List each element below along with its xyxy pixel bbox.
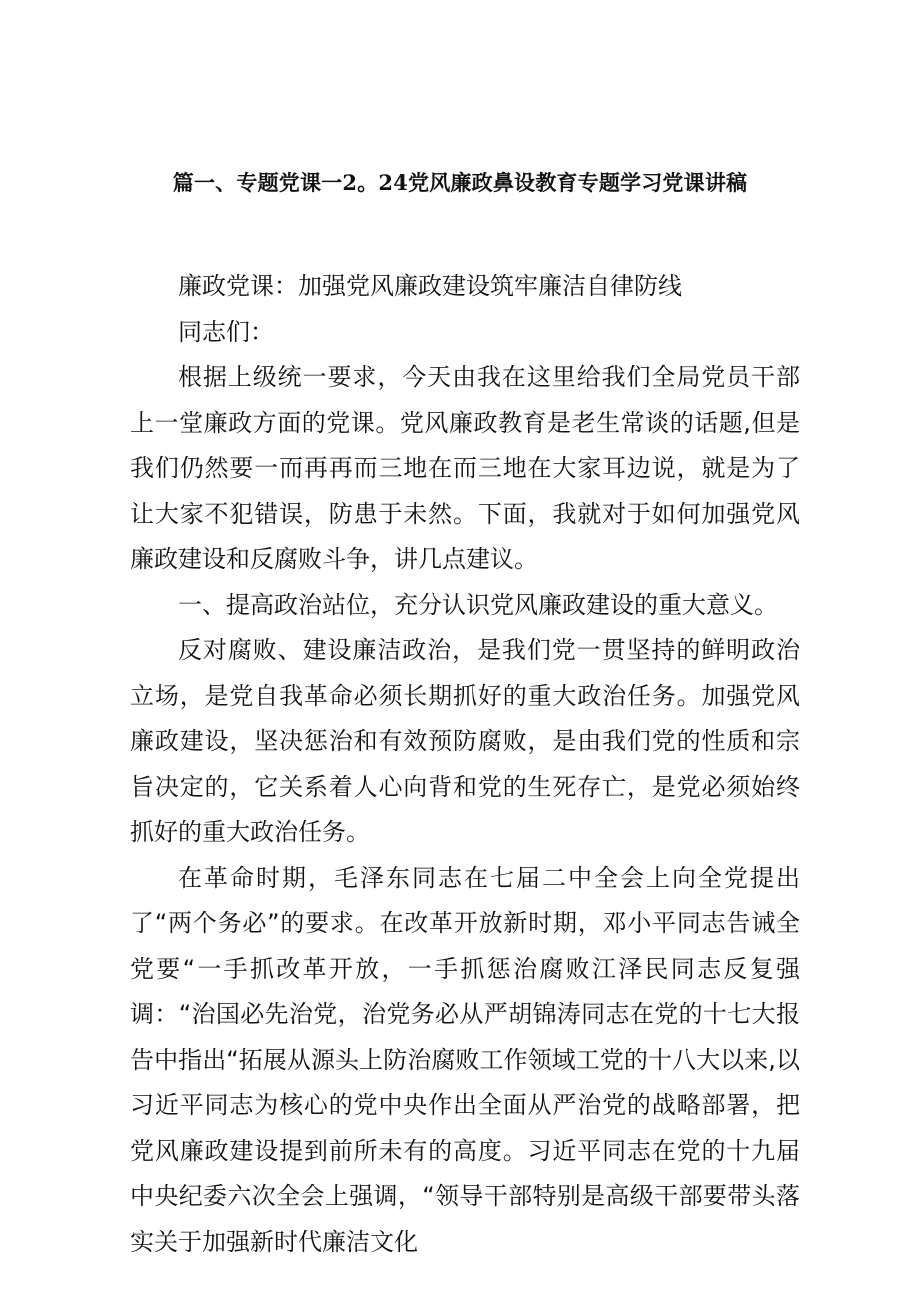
- document-title: 篇一、专题党课一2。24党风廉政鼻设教育专题学习党课讲稿: [172, 170, 748, 195]
- lecture-subtitle: 廉政党课：加强党风廉政建设筑牢廉洁自律防线: [178, 272, 682, 300]
- body-paragraph: 反对腐败、建设廉洁政治，是我们党一贯坚持的鲜明政治立场，是党自我革命必须长期抓好的重大政治任务。加强党风廉政建设，坚决惩治和有效预防腐败，是由我们党的性质和宗旨决定的，它关系着人心向背和党的生死存亡，是党必须始终抓好的重大政治任务。: [130, 636, 800, 846]
- salutation: 同志们：: [178, 317, 274, 346]
- intro-paragraph: 根据上级统一要求，今天由我在这里给我们全局党员干部上一堂廉政方面的党课。党风廉政教育是老生常谈的话题,但是我们仍然要一而再再而三地在而三地在大家耳边说，就是为了让大家不犯错误，防患于未然。下面，我就对于如何加强党风廉政建设和反腐败斗争，讲几点建议。: [130, 363, 800, 573]
- section-heading-one: 一、提高政治站位，充分认识党风廉政建设的重大意义。: [178, 590, 778, 619]
- body-paragraph: 在革命时期，毛泽东同志在七届二中全会上向全党提出了“两个务必”的要求。在改革开放新时期，邓小平同志告诫全党要“一手抓改革开放，一手抓惩治腐败江泽民同志反复强调：“治国必先治党，治党务必从严胡锦涛同志在党的十七大报告中指出“拓展从源头上防治腐败工作领域工党的十八大以来,以习近平同志为核心的党中央作出全面从严治党的战略部署，把党风廉政建设提到前所未有的高度。习近平同志在党的十九届中央纪委六次全会上强调，“领导干部特别是高级干部要带头落实关于加强新时代廉洁文化: [130, 863, 800, 1256]
- document-body: [130, 264, 800, 1265]
